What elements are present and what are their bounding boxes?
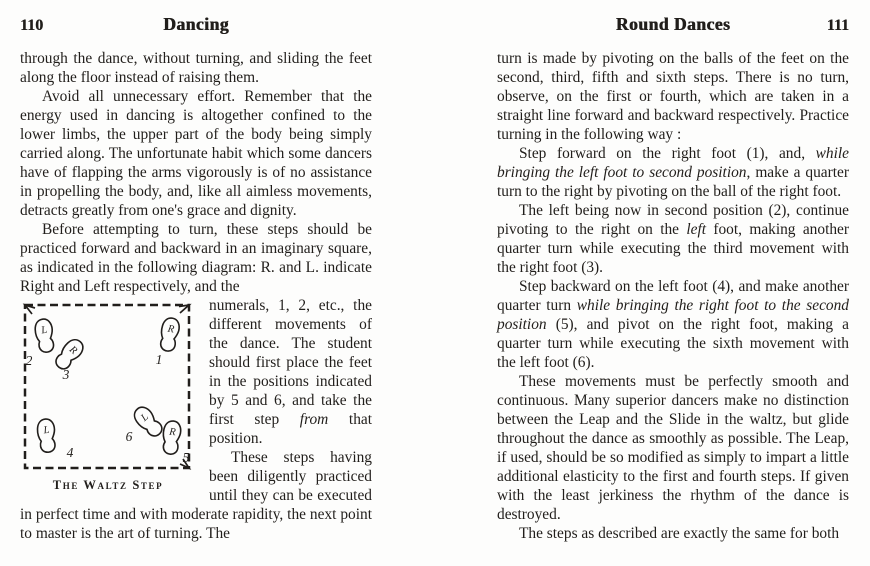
- right-page: [497, 14, 849, 543]
- foot-letter-6: L: [139, 411, 151, 424]
- body-text: turn is made by pivoting on the balls of the feet on the second, third, fifth and sixth steps. There is no turn, observe, on the first or fourth, which are taken in a straight line forward and backward respectively. Practice turning in the following way :: [497, 50, 849, 143]
- step-number-4: 4: [66, 445, 74, 460]
- paragraph: [497, 49, 849, 144]
- right-page-header: [497, 14, 849, 38]
- italic-text: left: [686, 221, 707, 238]
- paragraph: [20, 87, 372, 220]
- step-number-3: 3: [62, 367, 70, 382]
- waltz-step-square: [20, 299, 196, 475]
- left-page-body: [20, 49, 372, 543]
- footprint-1: [158, 317, 181, 353]
- footprint-6: [131, 404, 166, 440]
- footprint-5: [161, 420, 181, 455]
- left-page-header: [20, 14, 372, 38]
- right-page-number: 111: [826, 17, 849, 34]
- step-number-1: 1: [155, 352, 163, 367]
- paragraph: [497, 372, 849, 524]
- left-page: [20, 14, 372, 543]
- paragraph: [497, 277, 849, 372]
- direction-arrow-icon: [179, 305, 189, 313]
- left-running-title: Dancing: [163, 14, 229, 34]
- footprint-4: [36, 418, 56, 453]
- italic-text: while bringing the right foot to the second position: [497, 297, 850, 333]
- body-text: The steps as described are exactly the same for both: [519, 525, 840, 542]
- foot-letter-1: R: [166, 323, 175, 336]
- right-page-body: [497, 49, 849, 543]
- step-number-2: 2: [25, 353, 33, 368]
- body-text: Avoid all unnecessary effort. Remember that the energy used in dancing is altogether confined to the lower limbs, the upper part of the body being simply carried along. The unfortunate habit which some dancers have of flapping the arms vigorously is of no assistance in propelling the body, and, like all aimless movements, detracts greatly from one's grace and dignity.: [20, 88, 372, 219]
- foot-letter-5: R: [168, 426, 177, 439]
- step-number-6: 6: [125, 429, 133, 444]
- paragraph: [497, 524, 849, 543]
- waltz-step-diagram: [20, 299, 198, 495]
- paragraph: [497, 144, 849, 201]
- body-text: through the dance, without turning, and sliding the feet along the floor instead of raising them.: [20, 50, 372, 86]
- left-page-number: 110: [20, 17, 44, 34]
- direction-arrow-icon: [25, 305, 35, 314]
- body-text: These steps having been diligently practiced until they can be executed in perfect time and with moderate rapidity, the next point to master is the art of turning. The: [20, 449, 372, 542]
- body-text: These movements must be perfectly smooth and continuous. Many superior dancers make no distinction between the Leap and the Slide in the waltz, but glide throughout the dance as smoothly as possible. The Leap, if used, should be so modified as simply to impart a little additional elasticity to the first and fourth steps. If given with the least jerkiness the rhythm of the dance is destroyed.: [497, 373, 849, 523]
- paragraph: [20, 220, 372, 296]
- body-text: Before attempting to turn, these steps should be practiced forward and backward in an imaginary square, as indicated in the following diagram: R. and L. indicate Right and Left respectively, and the: [20, 221, 372, 295]
- right-running-title: Round Dances: [615, 14, 731, 34]
- footprint-2: [34, 318, 56, 353]
- step-number-5: 5: [182, 450, 190, 465]
- body-text: (5), and pivot on the right foot, making a quarter turn while executing the sixth movement with the left foot (6).: [497, 316, 849, 371]
- body-text: The left being now in second position (2), continue pivoting to the right on the: [497, 202, 849, 238]
- foot-letter-2: L: [40, 324, 49, 337]
- body-text: , make a quarter turn to the right by pivoting on the ball of the right foot.: [497, 164, 849, 200]
- diagram-caption: The Waltz Step: [52, 478, 164, 492]
- foot-letter-4: L: [43, 424, 51, 437]
- body-text: foot, making another quarter turn while executing the third movement with the right foot (3).: [497, 221, 849, 276]
- paragraph: [20, 49, 372, 87]
- body-text: that position.: [209, 411, 372, 447]
- body-text: Step backward on the left foot (4), and make another quarter turn: [497, 278, 849, 314]
- italic-text: while bringing the left foot to second position: [497, 145, 849, 181]
- body-text: Step forward on the right foot (1), and,: [519, 145, 816, 162]
- italic-text: from: [299, 411, 329, 428]
- foot-letter-3: R: [66, 344, 79, 357]
- paragraph: [497, 201, 849, 277]
- body-text: numerals, 1, 2, etc., the different movements of the dance. The student should first place the feet in the positions indicated by 5 and 6, and take the first step: [209, 297, 372, 428]
